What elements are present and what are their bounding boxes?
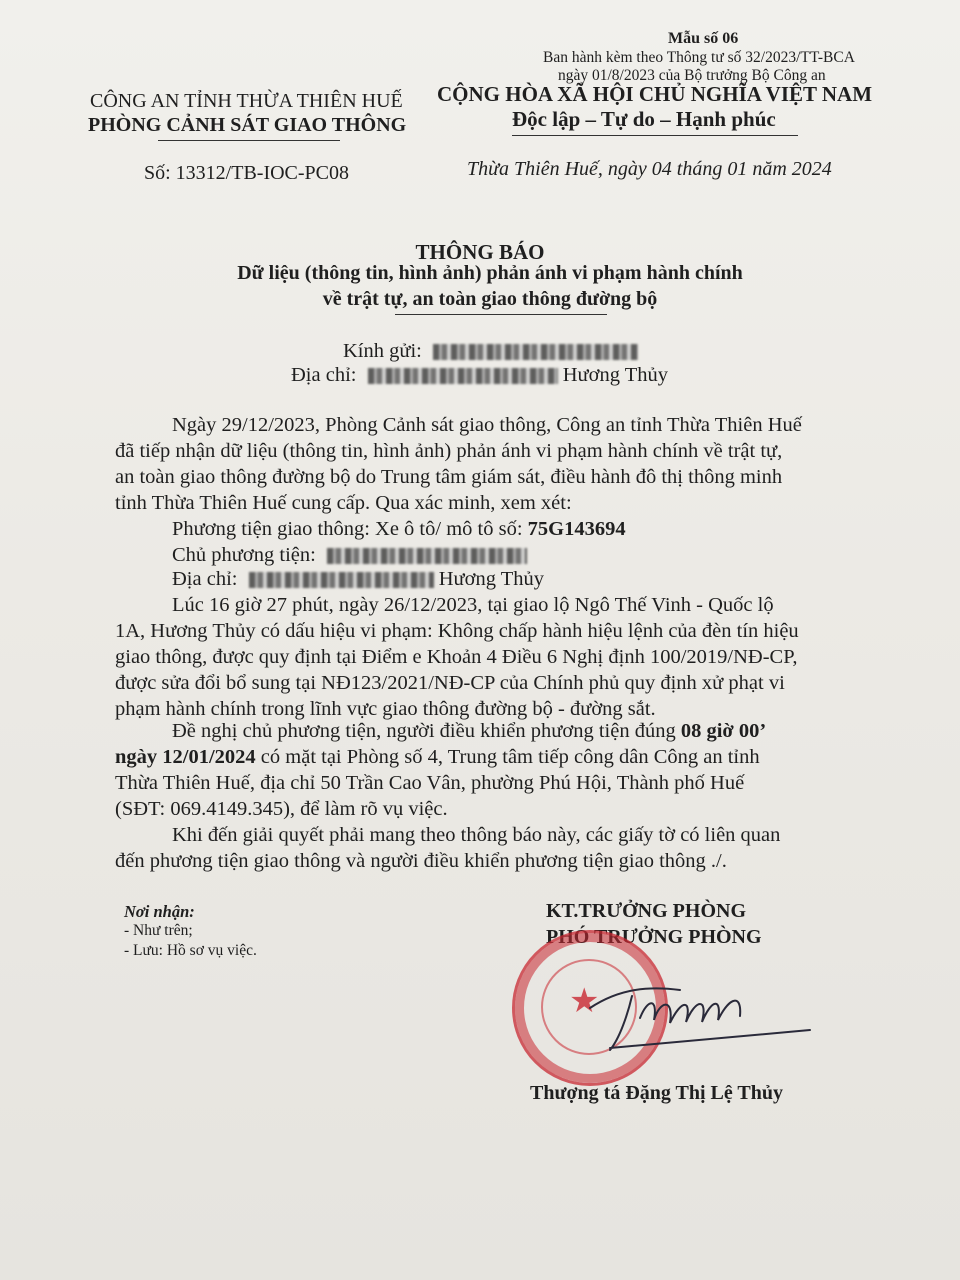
owner-address-line bbox=[172, 566, 924, 592]
recipient-label: Kính gửi: bbox=[343, 340, 422, 362]
recipients-item-2: - Lưu: Hồ sơ vụ việc. bbox=[124, 942, 257, 959]
paragraph1-line2: đã tiếp nhận dữ liệu (thông tin, hình ảnh) phản ánh vi phạm hành chính về trật tự, bbox=[115, 440, 783, 462]
paragraph3-line3: Thừa Thiên Huế, địa chỉ 50 Trần Cao Vân, phường Phú Hội, Thành phố Huế bbox=[115, 772, 745, 794]
nation-line1: CỘNG HÒA XÃ HỘI CHỦ NGHĨA VIỆT NAM bbox=[437, 82, 873, 106]
nation-underline bbox=[512, 135, 798, 136]
vehicle-label: Phương tiện giao thông: Xe ô tô/ mô tô số: bbox=[172, 518, 528, 540]
form-issued-line2: ngày 01/8/2023 của Bộ trưởng Bộ Công an bbox=[558, 67, 826, 84]
appointment-date: ngày 12/01/2024 bbox=[115, 746, 256, 768]
appointment-time: 08 giờ 00’ bbox=[680, 720, 767, 742]
owner-address-label: Địa chỉ: bbox=[172, 568, 238, 590]
recipient-address-suffix: Hương Thủy bbox=[562, 364, 669, 386]
place-date: Thừa Thiên Huế, ngày 04 tháng 01 năm 2024 bbox=[467, 158, 832, 180]
paragraph4-line1: Khi đến giải quyết phải mang theo thông báo này, các giấy tờ có liên quan bbox=[172, 824, 781, 846]
recipient-line bbox=[343, 340, 638, 363]
redacted-owner-name bbox=[327, 548, 527, 564]
paragraph2-line5: phạm hành chính trong lĩnh vực giao thông đường bộ - đường sắt. bbox=[115, 698, 656, 720]
owner-address-suffix: Hương Thủy bbox=[438, 568, 545, 590]
paragraph2-line1: Lúc 16 giờ 27 phút, ngày 26/12/2023, tại giao lộ Ngô Thế Vinh - Quốc lộ bbox=[172, 594, 774, 616]
signature-role-2: PHÓ TRƯỞNG PHÒNG bbox=[546, 926, 762, 948]
owner-line bbox=[172, 542, 924, 568]
document-number: Số: 13312/TB-IOC-PC08 bbox=[144, 162, 350, 184]
seal-star-icon: ★ bbox=[569, 983, 600, 1020]
form-number: Mẫu số 06 bbox=[668, 30, 739, 47]
paragraph4-line2: đến phương tiện giao thông và người điều khiển phương tiện giao thông ./. bbox=[115, 850, 727, 872]
document-subtitle-2: về trật tự, an toàn giao thông đường bộ bbox=[322, 288, 658, 310]
paragraph3-line4: (SĐT: 069.4149.345), để làm rõ vụ việc. bbox=[115, 798, 448, 820]
owner-label: Chủ phương tiện: bbox=[172, 544, 316, 566]
paragraph3-line2 bbox=[115, 744, 867, 770]
paragraph1-line3: an toàn giao thông đường bộ do Trung tâm giám sát, điều hành đô thị thông minh bbox=[115, 466, 783, 488]
recipient-address-line bbox=[291, 364, 668, 387]
nation-line2: Độc lập – Tự do – Hạnh phúc bbox=[512, 107, 776, 131]
paragraph2-line4: được sửa đổi bổ sung tại NĐ123/2021/NĐ-CP của Chính phủ quy định xử phạt vi bbox=[115, 672, 785, 694]
paragraph1-line1: Ngày 29/12/2023, Phòng Cảnh sát giao thông, Công an tỉnh Thừa Thiên Huế bbox=[172, 414, 802, 436]
redacted-recipient-name bbox=[433, 344, 638, 360]
recipients-title: Nơi nhận: bbox=[124, 902, 195, 921]
paragraph3-text-a: Đề nghị chủ phương tiện, người điều khiển phương tiện đúng bbox=[172, 720, 681, 742]
signature-role-1: KT.TRƯỞNG PHÒNG bbox=[546, 900, 746, 922]
recipient-address-label: Địa chỉ: bbox=[291, 364, 357, 386]
paragraph3-line1 bbox=[172, 718, 924, 744]
title-underline bbox=[395, 314, 607, 315]
form-issued-line1: Ban hành kèm theo Thông tư số 32/2023/TT-BCA bbox=[543, 49, 855, 66]
handwritten-signature bbox=[570, 968, 820, 1058]
document-title: THÔNG BÁO bbox=[415, 240, 545, 264]
paragraph3-text-b: có mặt tại Phòng số 4, Trung tâm tiếp công dân Công an tỉnh bbox=[255, 746, 760, 768]
vehicle-plate: 75G143694 bbox=[527, 518, 626, 540]
vehicle-line bbox=[172, 516, 924, 542]
redacted-recipient-address bbox=[368, 368, 558, 384]
paragraph1-line4: tỉnh Thừa Thiên Huế cung cấp. Qua xác minh, xem xét: bbox=[115, 492, 572, 514]
recipients-item-1: - Như trên; bbox=[124, 922, 193, 939]
paragraph2-line2: 1A, Hương Thủy có dấu hiệu vi phạm: Không chấp hành hiệu lệnh của đèn tín hiệu bbox=[115, 620, 799, 642]
agency-line1: CÔNG AN TỈNH THỪA THIÊN HUẾ bbox=[90, 90, 403, 112]
signer-name: Thượng tá Đặng Thị Lệ Thủy bbox=[530, 1082, 783, 1104]
agency-underline bbox=[158, 140, 340, 141]
redacted-owner-address bbox=[249, 572, 434, 588]
document-subtitle-1: Dữ liệu (thông tin, hình ảnh) phản ánh vi phạm hành chính bbox=[237, 262, 743, 284]
paragraph2-line3: giao thông, được quy định tại Điểm e Khoản 4 Điều 6 Nghị định 100/2019/NĐ-CP, bbox=[115, 646, 798, 668]
agency-line2: PHÒNG CẢNH SÁT GIAO THÔNG bbox=[88, 114, 407, 136]
